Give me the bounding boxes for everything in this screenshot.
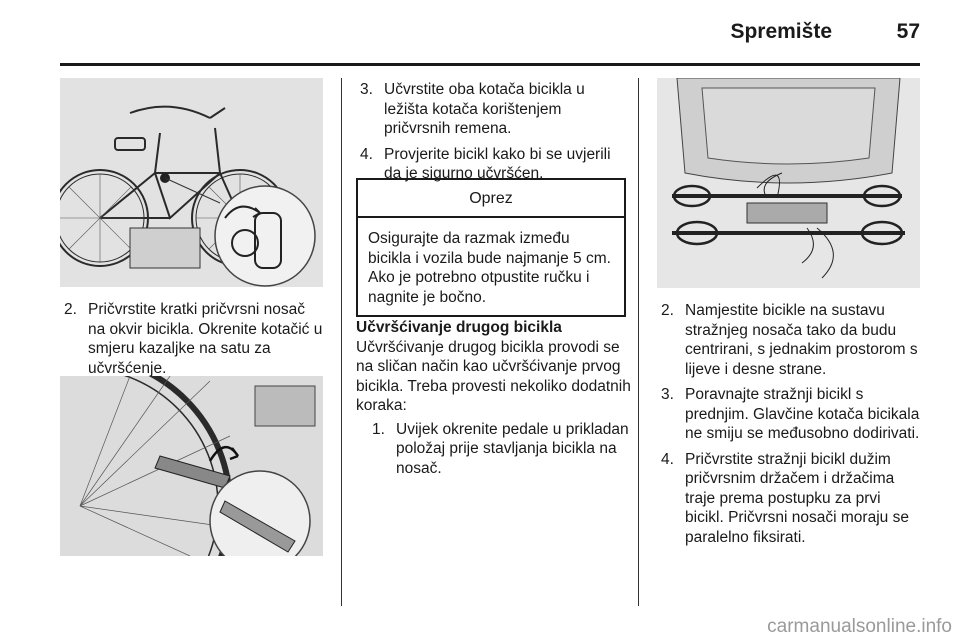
- step-text: Učvrstite oba kotača bicikla u ležišta kotača korištenjem pričvrsnih remena.: [384, 81, 585, 137]
- caution-title: Oprez: [358, 180, 624, 218]
- column-divider-right: [638, 78, 639, 606]
- step-number: 3.: [360, 81, 373, 98]
- step-number: 2.: [64, 301, 77, 318]
- wheel-strap-illustration: [60, 376, 323, 556]
- step-number: 2.: [661, 302, 674, 319]
- right-steps: [661, 301, 923, 553]
- middle-steps: [360, 80, 628, 190]
- two-bicycles-top-view-illustration: [657, 78, 920, 288]
- section-text: Učvršćivanje drugog bicikla provodi se na sličan način kao učvršćivanje prvog bicikla. Treba provesti nekoliko dodatnih koraka:: [356, 338, 631, 414]
- caution-text: Osigurajte da razmak između bicikla i vozila bude najmanje 5 cm. Ako je potrebno otpustite ručku i nagnite je bočno.: [368, 230, 611, 306]
- section-title: Učvršćivanje drugog bicikla: [356, 319, 562, 336]
- step-number: 4.: [661, 450, 674, 468]
- bicycle-carrier-illustration: [60, 78, 323, 287]
- caution-box: [356, 178, 626, 317]
- step-number: 4.: [360, 145, 373, 163]
- step-text: Provjerite bicikl kako bi se uvjerili da je sigurno učvršćen.: [384, 145, 611, 182]
- left-step-2: [64, 300, 326, 384]
- header-rule: [60, 63, 920, 66]
- column-divider-left: [341, 78, 342, 606]
- second-bike-section: [356, 318, 632, 484]
- step-number: 3.: [661, 386, 674, 403]
- step-text: Uvijek okrenite pedale u prikladan položaj prije stavljanja bicikla na nosač.: [396, 420, 629, 477]
- page-title: Spremište: [730, 20, 832, 43]
- step-text: Namjestite bicikle na sustavu stražnjeg nosača tako da budu centrirani, s jednakim prostorom s lijeve i desne strane.: [685, 302, 918, 378]
- page-number: 57: [896, 20, 920, 43]
- step-text: Poravnajte stražnji bicikl s prednjim. Glavčine kotača bicikala ne smiju se međusobno dodirivati.: [685, 386, 920, 442]
- step-number: 1.: [372, 420, 385, 438]
- step-text: Pričvrstite stražnji bicikl dužim pričvrsnim držačem i držačima traje prema postupku za prvi bicikl. Pričvrsni nosači moraju se paralelno fiksirati.: [685, 450, 909, 546]
- watermark: carmanualsonline.info: [767, 616, 952, 637]
- step-text: Pričvrstite kratki pričvrsni nosač na okvir bicikla. Okrenite kotačić u smjeru kazaljke na satu za učvršćenje.: [88, 301, 323, 377]
